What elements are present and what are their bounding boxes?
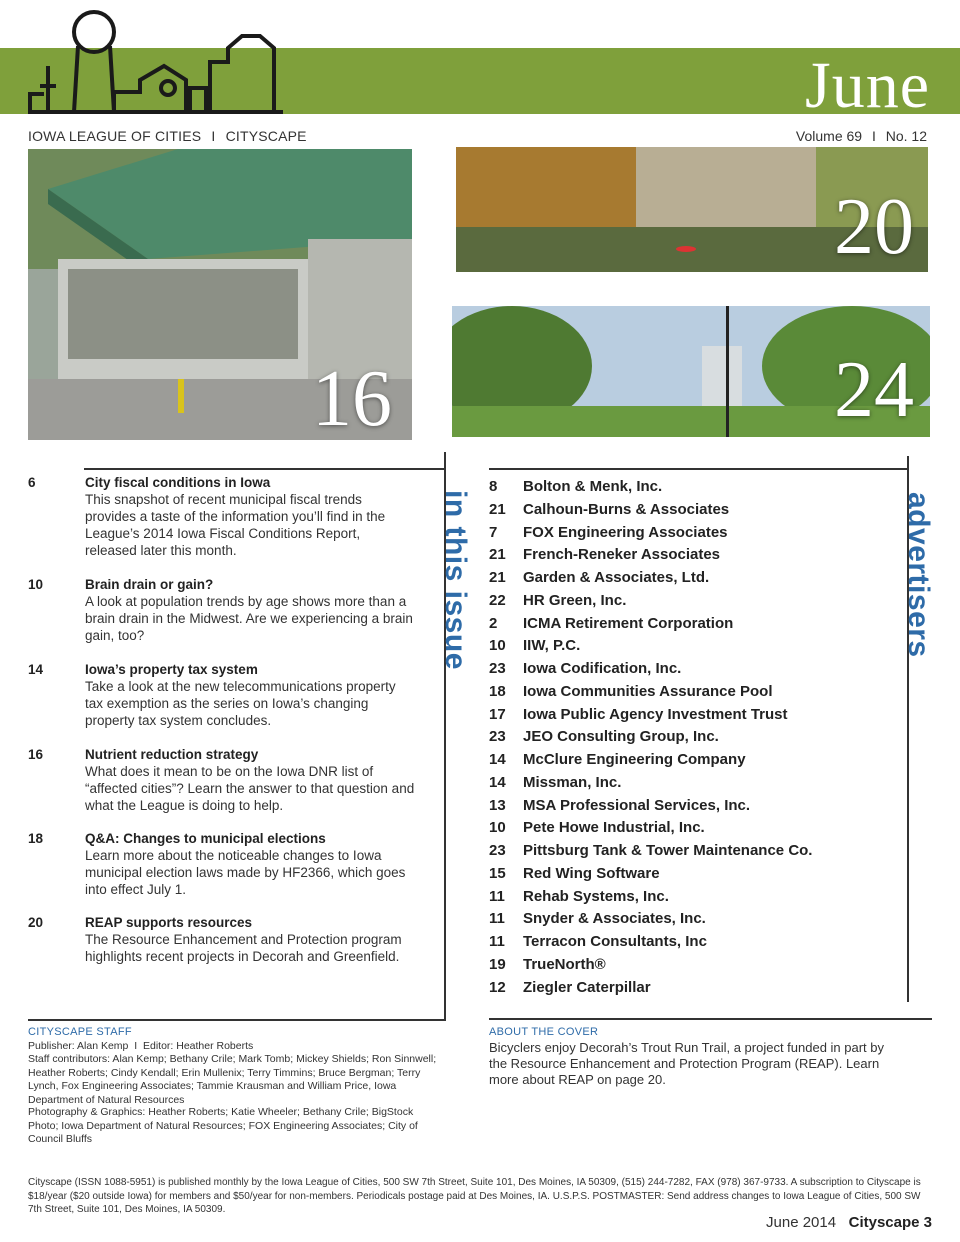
advertiser-name: TrueNorth® [523,955,606,973]
toc-entry [85,746,415,814]
advertiser-page-number: 22 [489,591,506,609]
photo-page-number: 16 [312,355,392,440]
advertiser-name: Iowa Communities Assurance Pool [523,682,773,700]
toc-description: A look at population trends by age shows more than a brain drain in the Midwest. Are we experiencing a brain gain, too? [85,594,413,643]
advertiser-page-number: 10 [489,819,506,837]
advertiser-page-number: 10 [489,637,506,655]
toc-page-number: 18 [28,831,44,846]
toc-description: Learn more about the noticeable changes to Iowa municipal election laws made by HF2366, which goes into effect July 1. [85,848,406,897]
advertiser-page-number: 14 [489,751,506,768]
advertiser-page-number: 13 [489,796,506,814]
toc-description: This snapshot of recent municipal fiscal trends provides a taste of the information you’ll find in the League’s 2014 Iowa Fiscal Conditions Report, released later this month. [85,492,386,558]
advertiser-page-number: 21 [489,569,506,586]
toc-title: Nutrient reduction strategy [85,747,259,762]
toc-description: The Resource Enhancement and Protection program highlights recent projects in Decorah and Greenfield. [85,932,402,964]
advertiser-page-number: 7 [489,523,498,541]
staff-contributors: Staff contributors: Alan Kemp; Bethany Crile; Mark Tomb; Mickey Shields; Ron Sinnwell; Heather Roberts; Cindy Kendall; Erin Mullenix; Terry Timmins; Bruce Bergman; Terry Lynch, Fox Engineering Associates; Tammie Krausman and William Price, Iowa Department of Natural Resources [28,1053,437,1106]
staff-photography: Photography & Graphics: Heather Roberts; Katie Wheeler; Bethany Crile; BigStock Photo; Iowa Department of Natural Resources; FOX Engineering Associates; City of Council Bluffs [28,1106,418,1145]
toc-item[interactable] [28,474,418,566]
league-name: IOWA LEAGUE OF CITIES [28,128,202,144]
volume-info [796,128,927,144]
toc-page-number: 14 [28,662,44,677]
advertiser-name: HR Green, Inc. [523,591,627,609]
advertiser-page-number: 11 [489,910,505,928]
advertiser-page-number: 23 [489,660,506,677]
advertiser-name: Pete Howe Industrial, Inc. [523,819,705,837]
toc-entry [85,830,415,898]
volume-number: Volume 69 [795,128,863,144]
advertiser-page-number: 19 [489,955,506,973]
cover-heading: ABOUT THE COVER [489,1026,599,1038]
city-skyline-logo [28,6,288,118]
toc-page-number: 10 [28,577,44,592]
advertiser-name: IIW, P.C. [523,637,581,655]
photo-page-number: 24 [834,346,914,434]
advertiser-page-number: 18 [489,682,506,700]
advertiser-name: Rehab Systems, Inc. [523,887,669,905]
toc-entry [85,576,415,644]
advertiser-name: JEO Consulting Group, Inc. [523,728,719,746]
advertiser-name: Ziegler Caterpillar [523,978,651,996]
separator: I [871,128,876,144]
advertiser-name: ICMA Retirement Corporation [523,614,734,632]
advertiser-page-number: 11 [489,933,505,950]
advertiser-page-number: 2 [489,614,498,632]
advertiser-name: Pittsburg Tank & Tower Maintenance Co. [523,842,813,859]
page-folio [766,1214,932,1231]
folio-date: June 2014 [766,1214,837,1231]
advertiser-name: French-Reneker Associates [523,546,721,564]
toc-item[interactable] [28,914,418,970]
separator: I [211,128,216,144]
toc-title: REAP supports resources [85,915,253,930]
staff-publisher: Publisher: Alan Kemp I Editor: Heather Roberts [28,1040,254,1052]
publication-statement: Cityscape (ISSN 1088-5951) is published monthly by the Iowa League of Cities, 500 SW 7th Street, Suite 101, Des Moines, IA 50309, (515) 244-7282, FAX (978) 367-9733. A subscription to Cityscape is $18/year ($20 outside Iowa) for members and $50/year for non-members. Periodicals postage paid at Des Moines, IA. U.S.P.S. POSTMASTER: Send address changes to Iowa League of Cities, 500 SW 7th Street, Suite 101, Des Moines, IA 50309. [28,1177,921,1215]
toc-page-number: 6 [28,475,36,490]
photo-treatment-facility[interactable] [28,149,412,440]
toc-top-rule [84,468,446,470]
advertiser-name: Calhoun-Burns & Associates [523,500,730,518]
advertiser-page-number: 21 [489,500,506,518]
toc-entry [85,661,415,729]
advertisers-top-rule [489,468,909,470]
advertiser-name: Missman, Inc. [523,773,622,791]
advertiser-name: Terracon Consultants, Inc [523,933,707,950]
toc-description: Take a look at the new telecommunications property tax exemption as the series on Iowa’s changing property tax system concludes. [85,679,396,728]
advertiser-page-number: 8 [489,478,498,495]
photo-page-number: 20 [834,183,914,271]
photo-trout-run[interactable] [456,147,928,272]
advertiser-name: Snyder & Associates, Inc. [523,910,706,928]
advertiser-name: Garden & Associates, Ltd. [523,569,710,586]
advertiser-name: Red Wing Software [523,864,660,882]
advertiser-page-number: 15 [489,864,506,882]
advertisers-bottom-rule [489,1018,932,1020]
toc-item[interactable] [28,830,418,902]
advertiser-page-number: 12 [489,978,506,996]
toc-title: Brain drain or gain? [85,577,214,592]
issue-month: June [805,49,930,122]
advertiser-name: FOX Engineering Associates [523,523,728,541]
folio-page-number: 3 [923,1214,932,1231]
advertiser-page-number: 23 [489,728,506,746]
advertiser-page-number: 23 [489,842,506,859]
in-this-issue-heading: in this issue [439,490,472,670]
issue-number: No. 12 [885,128,927,144]
cover-description: Bicyclers enjoy Decorah’s Trout Run Trail, a project funded in part by the Resource Enhancement and Protection Program (REAP). Learn more about REAP on page 20. [489,1040,885,1087]
toc-item[interactable] [28,576,418,648]
advertiser-name: McClure Engineering Company [523,751,746,768]
staff-heading: CITYSCAPE STAFF [28,1026,132,1038]
toc-title: Q&A: Changes to municipal elections [85,831,326,846]
advertiser-page-number: 14 [489,773,506,791]
advertiser-page-number: 11 [489,887,505,905]
publication-name [28,128,307,144]
toc-title: City fiscal conditions in Iowa [85,475,271,490]
advertiser-name: Iowa Public Agency Investment Trust [523,705,788,723]
section-name: CITYSCAPE [225,128,307,144]
toc-title: Iowa’s property tax system [85,662,258,677]
staff-top-rule [28,1019,446,1021]
toc-page-number: 20 [28,915,44,930]
toc-entry [85,914,415,965]
advertiser-page-number: 21 [489,546,506,564]
advertiser-name: MSA Professional Services, Inc. [523,796,751,814]
toc-item[interactable] [28,746,418,818]
photo-fountain-park[interactable] [452,306,930,437]
toc-entry [85,474,415,559]
toc-item[interactable] [28,661,418,733]
advertiser-name: Bolton & Menk, Inc. [523,478,663,495]
toc-page-number: 16 [28,747,44,762]
advertiser-page-number: 17 [489,705,506,723]
advertisers-heading: advertisers [902,492,935,658]
toc-description: What does it mean to be on the Iowa DNR list of “affected cities”? Learn the answer to that question and what the League is doing to help. [85,764,415,813]
folio-magazine: Cityscape [848,1214,920,1231]
advertiser-name: Iowa Codification, Inc. [523,660,682,677]
